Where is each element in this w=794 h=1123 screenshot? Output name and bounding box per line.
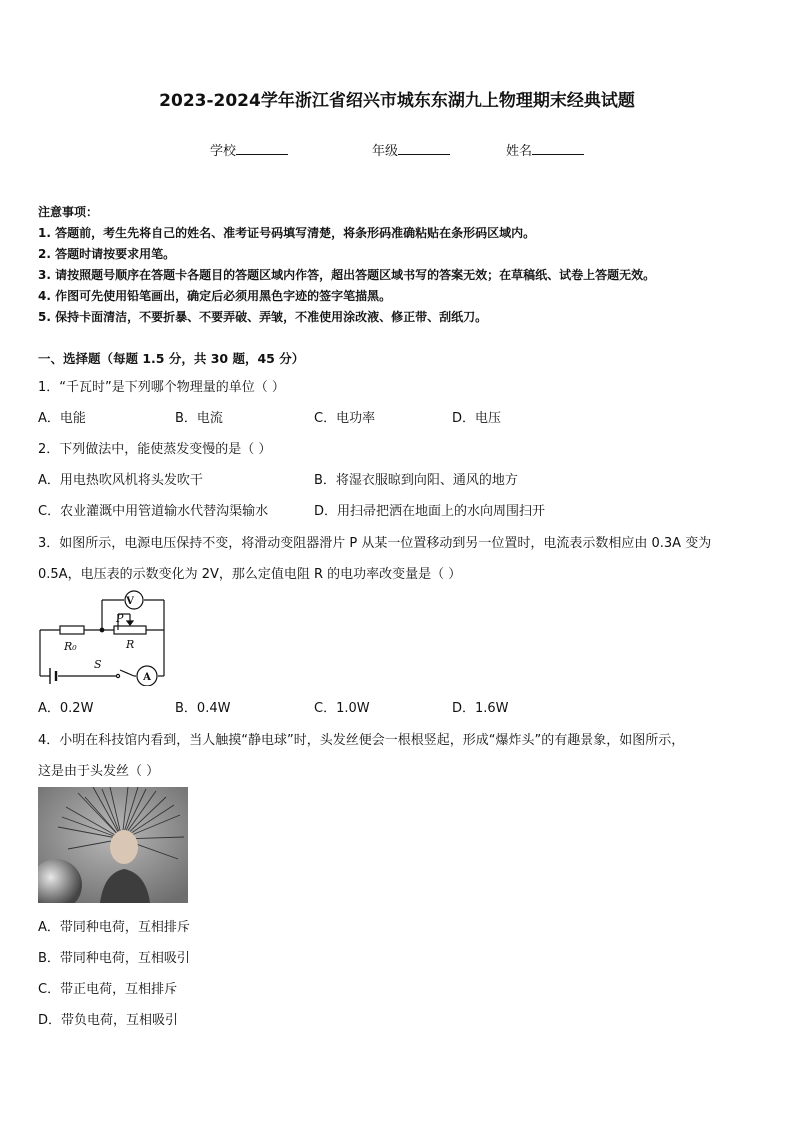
notice-item: 4. 作图可先使用铅笔画出，确定后必须用黑色字迹的签字笔描黑。	[38, 289, 392, 303]
question-3-option-c: C．1.0W	[314, 701, 370, 716]
school-label: 学校	[210, 144, 237, 159]
slider-label: P	[116, 612, 124, 625]
question-1-option-d: D．电压	[452, 411, 502, 426]
page-title: 2023-2024学年浙江省绍兴市城东东湖九上物理期末经典试题	[159, 91, 635, 111]
voltmeter-label: V	[126, 596, 134, 607]
question-4-stem-line1: 4．小明在科技馆内看到，当人触摸“静电球”时，头发丝便会一根根竖起，形成“爆炸头”的有趣景象，如图所示，	[38, 733, 685, 748]
school-blank	[236, 142, 288, 155]
fixed-resistor-label: R₀	[64, 640, 77, 653]
name-blank	[532, 142, 584, 155]
static-ball-photo	[38, 787, 188, 903]
question-1-stem: 1．“千瓦时”是下列哪个物理量的单位（ ）	[38, 380, 285, 395]
question-4-stem-line2: 这是由于头发丝（ ）	[38, 764, 160, 779]
question-2-option-c: C．农业灌溉中用管道输水代替沟渠输水	[38, 504, 269, 519]
notice-item: 1. 答题前，考生先将自己的姓名、准考证号码填写清楚，将条形码准确粘贴在条形码区域内。	[38, 226, 536, 240]
ammeter-label: A	[143, 672, 151, 683]
grade-label: 年级	[372, 144, 399, 159]
question-1-option-b: B．电流	[175, 411, 223, 426]
circuit-diagram	[36, 590, 168, 686]
grade-field	[372, 140, 450, 159]
notice-item: 2. 答题时请按要求用笔。	[38, 247, 176, 261]
question-3-option-a: A．0.2W	[38, 701, 94, 716]
question-2-option-b: B．将湿衣服晾到向阳、通风的地方	[314, 473, 518, 488]
section-heading: 一、选择题（每题 1.5 分，共 30 题，45 分）	[38, 351, 305, 366]
switch-label: S	[94, 658, 102, 671]
question-1-option-a: A．电能	[38, 411, 86, 426]
static-ball-image	[38, 787, 188, 903]
notice-item: 3. 请按照题号顺序在答题卡各题目的答题区域内作答，超出答题区域书写的答案无效；在草稿纸、试卷上答题无效。	[38, 268, 656, 282]
question-1-option-c: C．电功率	[314, 411, 376, 426]
rheostat-label: R	[126, 638, 135, 651]
question-4-option-a: A．带同种电荷，互相排斥	[38, 920, 190, 935]
question-4-option-b: B．带同种电荷，互相吸引	[38, 951, 190, 966]
question-2-option-a: A．用电热吹风机将头发吹干	[38, 473, 203, 488]
question-4-option-c: C．带正电荷，互相排斥	[38, 982, 178, 997]
question-3-option-d: D．1.6W	[452, 701, 509, 716]
question-3-stem-line2: 0.5A，电压表的示数变化为 2V，那么定值电阻 R 的电功率改变量是（ ）	[38, 567, 462, 582]
name-field	[506, 140, 584, 159]
school-field	[210, 140, 288, 159]
question-3-stem-line1: 3．如图所示，电源电压保持不变，将滑动变阻器滑片 P 从某一位置移动到另一位置时，电流表示数相应由 0.3A 变为	[38, 536, 712, 551]
question-3-option-b: B．0.4W	[175, 701, 231, 716]
notice-item: 5. 保持卡面清洁，不要折暴、不要弄破、弄皱，不准使用涂改液、修正带、刮纸刀。	[38, 310, 488, 324]
notice-heading: 注意事项：	[38, 205, 99, 219]
question-4-option-d: D．带负电荷，互相吸引	[38, 1013, 179, 1028]
name-label: 姓名	[506, 144, 533, 159]
question-2-stem: 2．下列做法中，能使蒸发变慢的是（ ）	[38, 442, 272, 457]
grade-blank	[398, 142, 450, 155]
question-2-option-d: D．用扫帚把洒在地面上的水向周围扫开	[314, 504, 546, 519]
